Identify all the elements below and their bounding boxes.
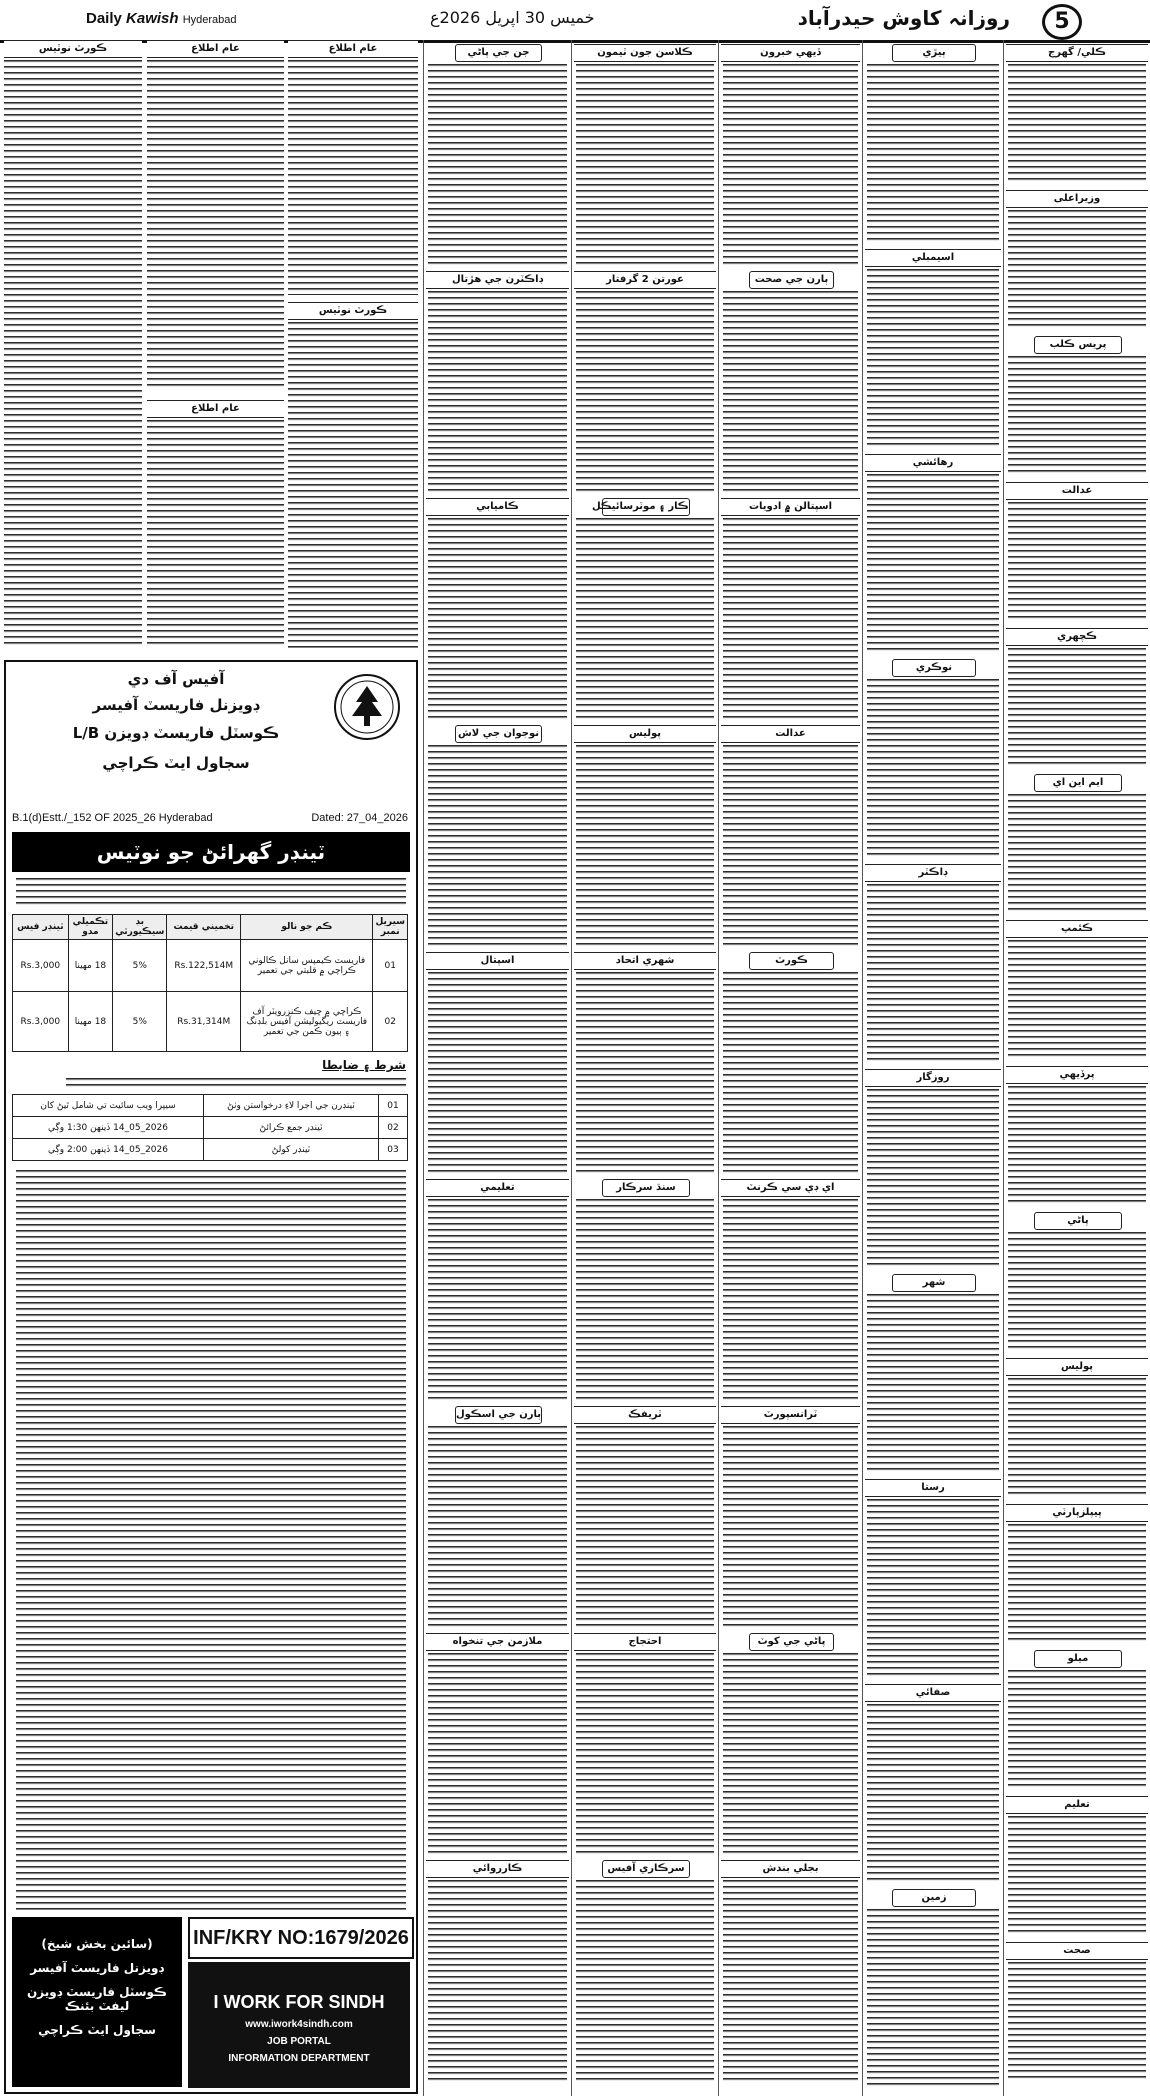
news-headline: ڪئمپ [1006,920,1148,938]
column-rule [1003,40,1004,2096]
news-story-text [723,1880,858,2081]
news-story-text [1008,1962,1146,2082]
news-headline: ڪارروائي [426,1860,569,1878]
paper-name-city: Hyderabad [182,14,237,26]
news-headline: زمين [892,1889,976,1907]
news-headline: ٽرانسپورٽ [721,1406,860,1424]
news-story-text [867,269,999,448]
cell-security: 5% [113,940,167,992]
news-story-text [723,291,858,492]
column-rule [423,40,424,2096]
news-headline: ميلو [1034,1650,1121,1668]
table-row [13,1117,408,1139]
news-story-text [723,64,858,265]
notice-column-3 [4,40,142,650]
notice-column-1 [288,40,418,650]
news-story-text [428,972,567,1173]
column-rule [718,40,719,2096]
notice-text [147,420,284,648]
terms-conditions-text [16,1170,406,1910]
public-notices [2,40,420,655]
news-headline: اي ڊي سي ڪرنٽ [721,1179,860,1197]
news-headline: عورتن 2 گرفتار [574,271,716,289]
table-row [13,940,408,992]
reference-number: B.1(d)Estt./_152 OF 2025_26 Hyderabad [12,812,213,824]
sindh-forest-emblem-icon [332,672,402,742]
news-headline: پوليس [574,725,716,743]
cell-no: 03 [379,1139,408,1161]
notice-text [4,60,142,648]
notice-title: ڪورٽ نوٽيس [4,40,142,58]
news-headline: تعليمي [426,1179,569,1197]
news-headline: پاڻي جي کوٽ [749,1633,834,1651]
paper-name-kawish: Kawish [126,10,179,27]
news-story-text [867,474,999,653]
signatory-location: سجاول ايٽ ڪراچي [38,2023,156,2037]
header-cost: تخميني قيمت [167,915,241,940]
news-story-text [1008,1670,1146,1790]
signatory-block [12,1917,182,2087]
news-headline: پيپلزپارٽي [1006,1504,1148,1522]
news-headline: جن جي پاڻي [455,44,543,62]
table-header-row [13,915,408,940]
news-story-text [428,291,567,492]
news-story-text [428,745,567,946]
news-story-text [428,1199,567,1400]
news-headline: اسيمبلي [865,249,1001,267]
news-story-text [576,291,714,492]
news-story-text [428,64,567,265]
news-headline: عدالت [1006,482,1148,500]
cell-work: ڪراچي ۾ چيف ڪنزرويٽر آف فاريسٽ ريگيوليشن آفيس بلڊنگ ۽ ٻيون ڪمن جي تعمير [241,992,373,1052]
news-headline: شهر [892,1274,976,1292]
news-story-text [1008,648,1146,768]
news-headline: نوڪري [892,659,976,677]
news-column-b [574,40,716,2096]
news-story-text [723,1653,858,1854]
news-story-text [867,1089,999,1268]
news-column-e [1006,40,1148,2096]
cell-cost: Rs.31,314M [167,992,241,1052]
news-story-text [576,1199,714,1400]
news-headline: صحت [1006,1942,1148,1960]
cell-value: سيپرا ويب سائيٽ تي شامل ٿيڻ کان [13,1095,204,1117]
notice-title: عام اطلاع [147,40,284,58]
news-story-text [576,745,714,946]
tender-notice-ad [4,660,418,2094]
header-security: بڊ سيڪيورٽي [113,915,167,940]
office-line-3: ڪوسٽل فاريسٽ ڊويزن L/B [72,724,280,742]
cell-period: 18 مهينا [68,992,113,1052]
news-story-text [428,1426,567,1627]
terms-title: شرط ۽ ضابطا [322,1058,406,1072]
news-story-text [1008,794,1146,914]
news-column-c [721,40,860,2096]
page-number: 5 [1042,4,1082,40]
news-headline: رستا [865,1479,1001,1497]
news-headline: تعليم [1006,1796,1148,1814]
news-story-text [428,1880,567,2081]
news-story-text [723,745,858,946]
iwork-title: I WORK FOR SINDH [213,1992,385,2012]
cell-serial: 02 [373,992,408,1052]
paper-name-english [86,10,237,27]
office-line-4: سجاول ايٽ ڪراچي [102,754,250,772]
iwork-for-sindh-logo [188,1962,410,2088]
news-story-text [576,972,714,1173]
news-story-text [723,972,858,1173]
news-headline: ڪلي/ گهرج [1006,44,1148,62]
news-headline: ٻارن جي اسڪول [455,1406,543,1424]
tender-schedule-table [12,1094,408,1161]
iwork-url: www.iwork4sindh.com [245,2019,353,2030]
news-story-text [1008,1086,1146,1206]
table-row [13,992,408,1052]
news-column-d [865,40,1001,2096]
table-row [13,1095,408,1117]
office-line-1: آفيس آف دي [127,670,225,688]
news-headline: ڪچهري [1006,628,1148,646]
cell-cost: Rs.122,514M [167,940,241,992]
cell-value: 2026_05_14 ڏينهن 2:00 وڳي [13,1139,204,1161]
news-story-text [576,64,714,265]
inf-number: INF/KRY NO:1679/2026 [188,1917,414,1959]
news-story-text [576,1426,714,1627]
cell-period: 18 مهينا [68,940,113,992]
news-headline: سنڌ سرڪار [602,1179,689,1197]
news-story-text [576,1653,714,1854]
news-headline: ڊاڪٽرن جي هڙتال [426,271,569,289]
news-story-text [1008,940,1146,1060]
news-story-text [576,1880,714,2081]
news-headline: ٽريفڪ [574,1406,716,1424]
news-headline: ملازمن جي تنخواه [426,1633,569,1651]
news-story-text [867,1294,999,1473]
news-story-text [576,518,714,719]
signatory-name: (سائين بخش شيخ) [41,1937,153,1951]
column-rule [571,40,572,2096]
news-headline: اسپتال [426,952,569,970]
iwork-sub2: INFORMATION DEPARTMENT [228,2053,370,2064]
news-story-text [867,884,999,1063]
notice-title: عام اطلاع [288,40,418,58]
news-column-a [426,40,569,2096]
news-story-text [1008,1816,1146,1936]
news-headline: پرڏيهي [1006,1066,1148,1084]
dated: Dated: 27_04_2026 [311,812,408,824]
news-story-text [1008,64,1146,184]
cell-label: ٽينڊر کولڻ [204,1139,379,1161]
news-headline: سرڪاري آفيس [602,1860,689,1878]
news-story-text [1008,1232,1146,1352]
paper-name-daily: Daily [86,10,122,27]
news-headline: نوجوان جي لاش [455,725,543,743]
news-story-text [1008,1524,1146,1644]
notice-text [288,322,418,648]
cell-label: ٽينڊرن جي اجرا لاءِ درخواستن وٺڻ [204,1095,379,1117]
news-story-text [867,1704,999,1883]
news-headline: ٻيڙي [892,44,976,62]
notice-title: ڪورٽ نوٽيس [288,302,418,320]
news-headline: صفائي [865,1684,1001,1702]
news-headline: ڪلاسن جون ٽيمون [574,44,716,62]
tender-intro-text [16,878,406,908]
news-story-text [867,1499,999,1678]
news-story-text [867,679,999,858]
header-work: ڪم جو نالو [241,915,373,940]
cell-no: 01 [379,1095,408,1117]
news-headline: پاڻي [1034,1212,1121,1230]
news-headline: ڏيهي خبرون [721,44,860,62]
header-serial: سيريل نمبر [373,915,408,940]
cell-fee: Rs.3,000 [13,992,69,1052]
tender-banner: ٽينڊر گهرائڻ جو نوٽيس [12,832,410,872]
signatory-title: ڊويزنل فاريسٽ آفيسر [30,1961,164,1975]
column-rule [862,40,863,2096]
news-headline: ٻارن جي صحت [749,271,834,289]
news-headline: ڊاڪٽر [865,864,1001,882]
news-story-text [1008,356,1146,476]
news-headline: وزيراعلى [1006,190,1148,208]
news-story-text [428,1653,567,1854]
notice-text [147,60,284,390]
news-story-text [1008,210,1146,330]
news-story-text [1008,502,1146,622]
news-headline: ڪورٽ [749,952,834,970]
news-story-text [428,518,567,719]
news-headline: بجلي بندش [721,1860,860,1878]
terms-line [66,1078,406,1088]
notice-text [288,60,418,295]
news-headline: ايم اين اي [1034,774,1121,792]
cell-no: 02 [379,1117,408,1139]
cell-label: ٽينڊر جمع ڪرائڻ [204,1117,379,1139]
cell-work: فاريسٽ ڪيمپس سانل ڪالوني ڪراچي ۾ قلبتي جي تعمير [241,940,373,992]
cell-fee: Rs.3,000 [13,940,69,992]
news-headline: احتجاج [574,1633,716,1651]
tender-works-table [12,914,408,1052]
issue-date: خمیس 30 اپریل 2026ع [430,8,595,27]
header-period: تڪميلي مدو [68,915,113,940]
news-headline: ڪار ۽ موٽرسائيڪل [602,498,689,516]
news-story-text [723,518,858,719]
iwork-sub1: JOB PORTAL [267,2036,331,2047]
cell-value: 2026_05_14 ڏينهن 1:30 وڳي [13,1117,204,1139]
news-headline: شهري اتحاد [574,952,716,970]
header-fee: ٽينڊر فيس [13,915,69,940]
news-headline: پريس ڪلب [1034,336,1121,354]
news-headline: روزگار [865,1069,1001,1087]
signatory-office: ڪوسٽل فاريسٽ ڊويزن ليفٽ بئنڪ [27,1985,167,2013]
masthead [0,0,1150,43]
notice-column-2 [147,40,284,650]
news-headline: پوليس [1006,1358,1148,1376]
table-row [13,1139,408,1161]
news-story-text [867,64,999,243]
cell-security: 5% [113,992,167,1052]
paper-name-urdu: روزانہ کاوش حیدرآباد [797,6,1010,30]
news-headline: ڪاميابي [426,498,569,516]
news-headline: اسپتالن ۾ ادويات [721,498,860,516]
cell-serial: 01 [373,940,408,992]
news-story-text [867,1909,999,2088]
news-headline: رهائشي [865,454,1001,472]
office-line-2: ڊويزنل فاريسٽ آفيسر [92,696,260,714]
news-headline: عدالت [721,725,860,743]
news-story-text [1008,1378,1146,1498]
notice-title: عام اطلاع [147,400,284,418]
news-story-text [723,1426,858,1627]
news-story-text [723,1199,858,1400]
